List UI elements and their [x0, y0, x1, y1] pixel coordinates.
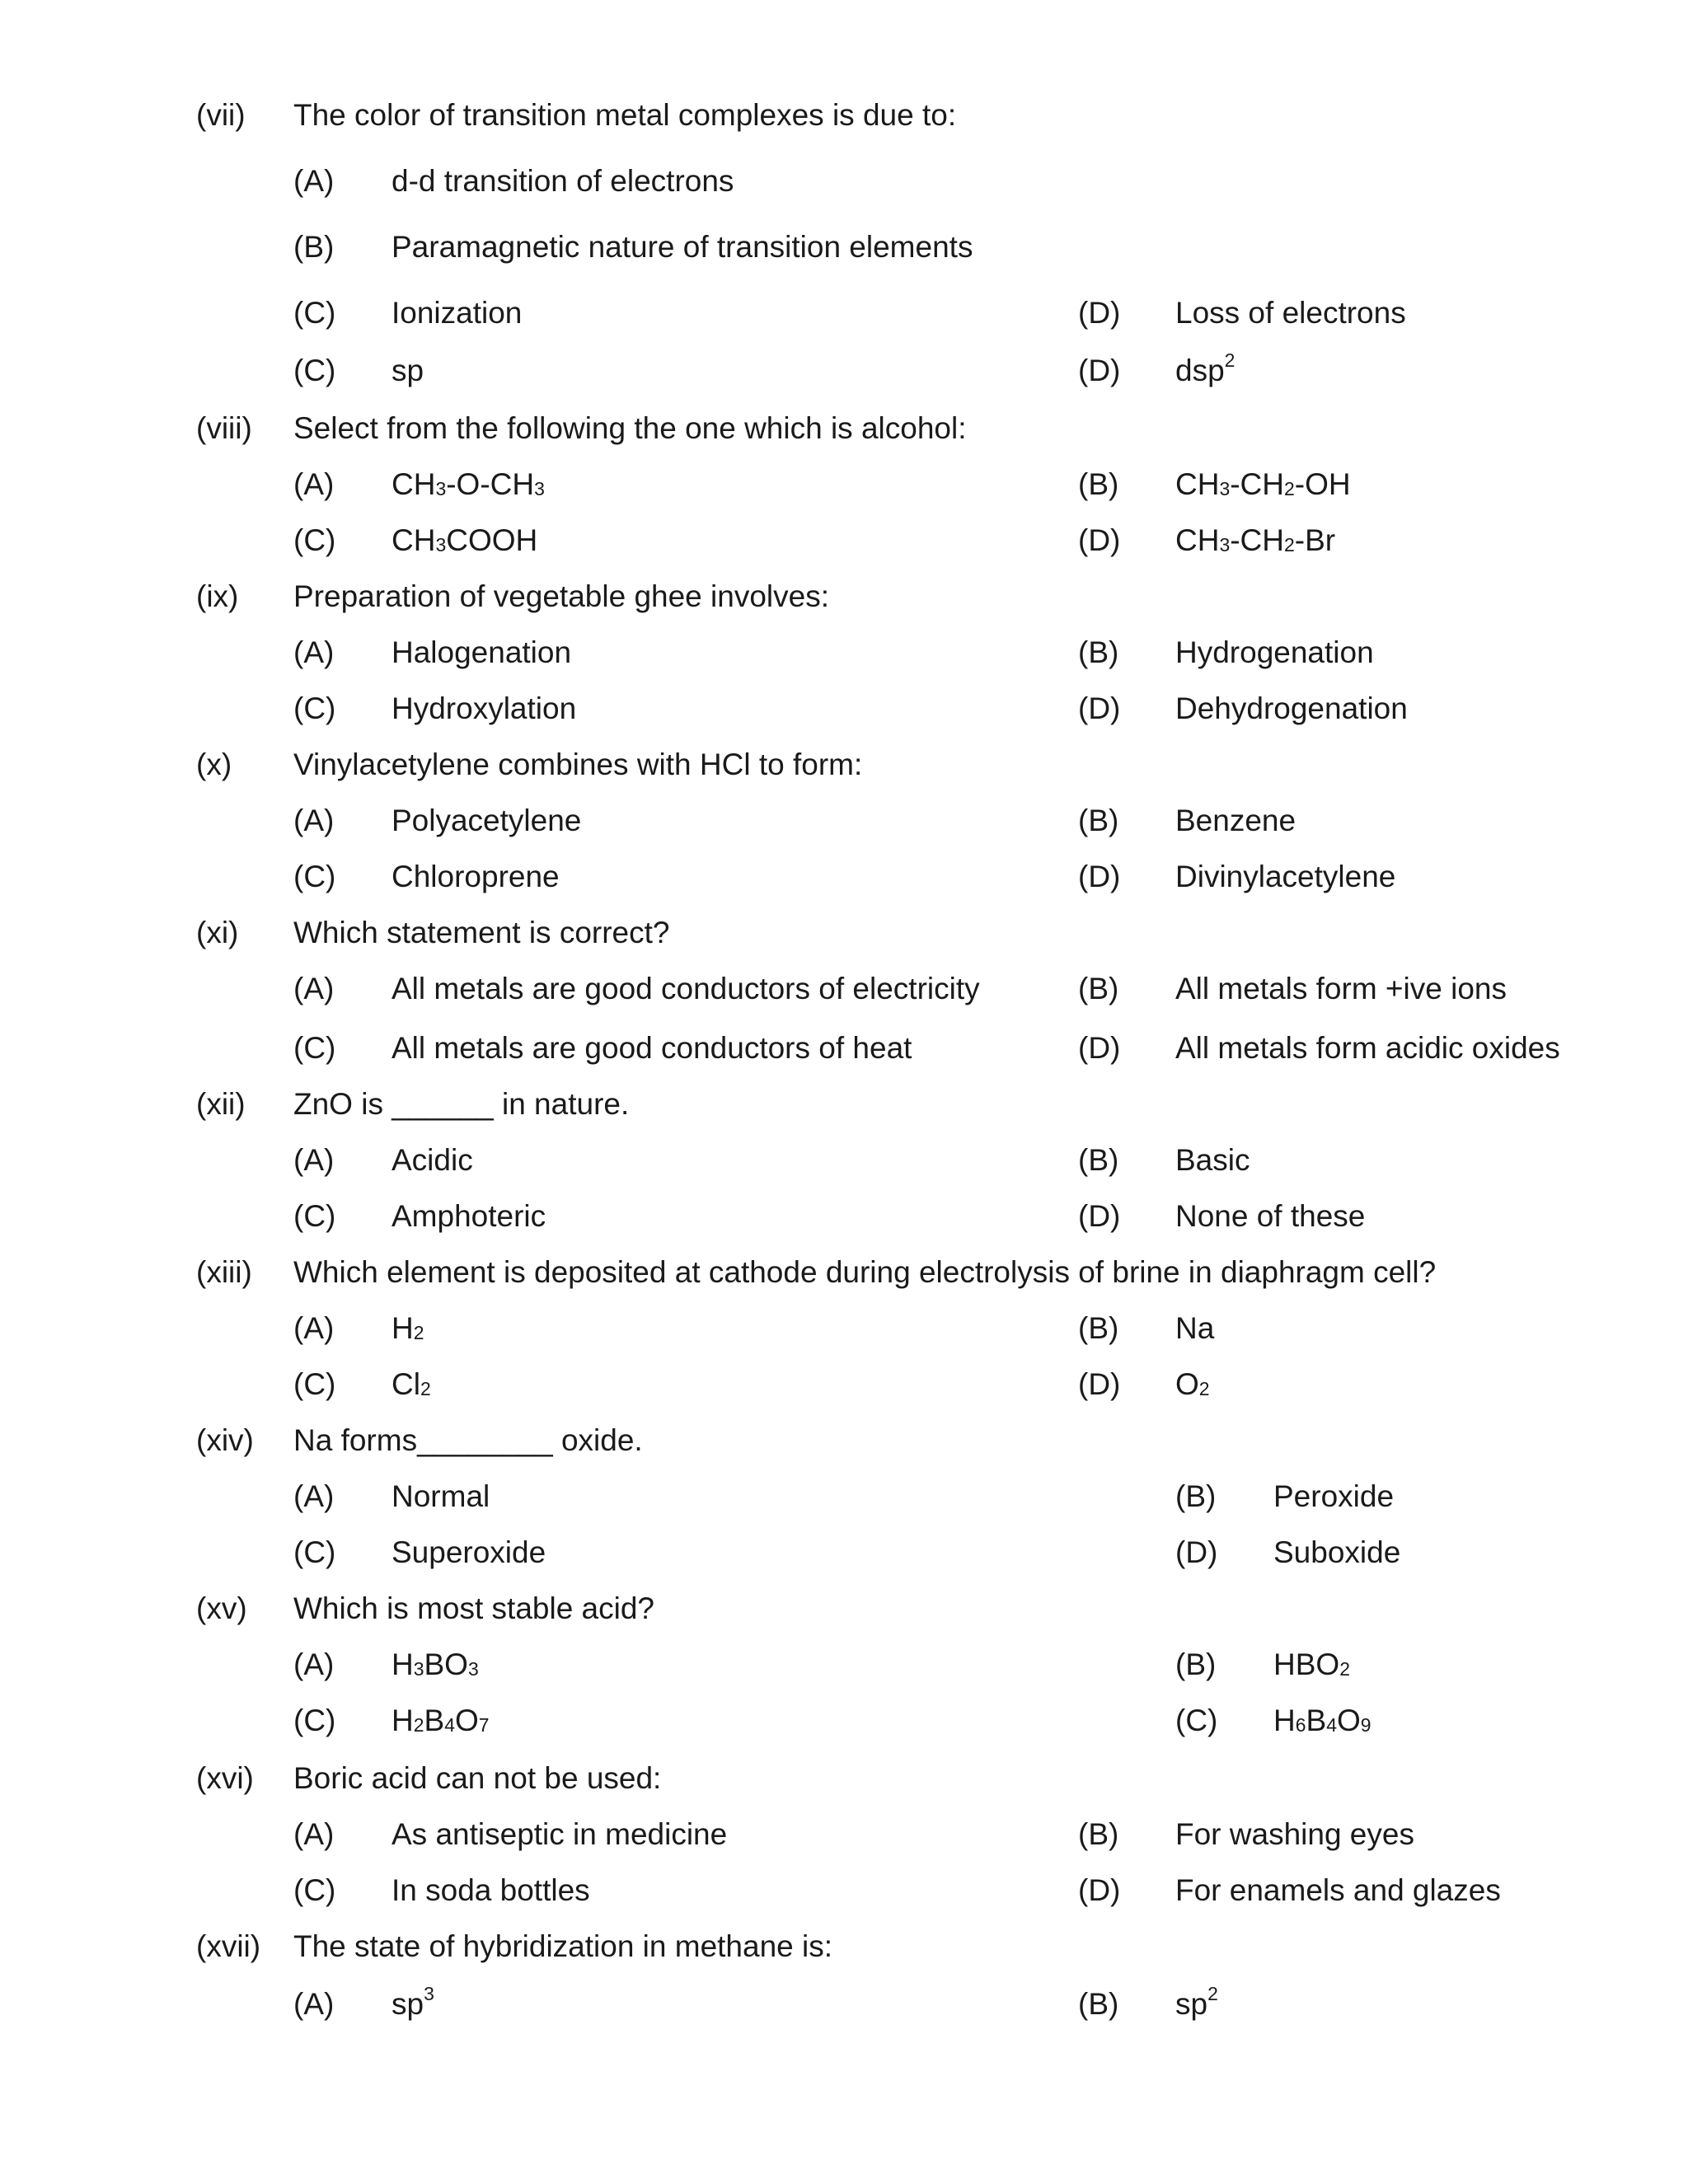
option-label: (D) — [1078, 860, 1121, 893]
question-stem: Preparation of vegetable ghee involves: — [293, 579, 829, 613]
option-text: $CH_3COOH$ — [392, 523, 538, 557]
option-label: (D) — [1078, 1873, 1121, 1907]
option-text: dsp$^2$ — [1175, 349, 1236, 387]
option-label: (C) — [293, 296, 336, 330]
option-label: (D) — [1078, 691, 1121, 725]
option-label: (C) — [293, 1873, 336, 1907]
option-label: (B) — [1078, 1817, 1119, 1851]
option-text: Paramagnetic nature of transition elements — [392, 230, 973, 264]
question-number: (xiv) — [196, 1423, 254, 1457]
option-label: (C) — [293, 1367, 336, 1401]
option-label: (D) — [1078, 523, 1121, 557]
option-text: Chloroprene — [392, 860, 560, 893]
option-label: (A) — [293, 1143, 335, 1177]
option-label: (C) — [293, 1704, 336, 1737]
option-label: (D) — [1078, 1199, 1121, 1233]
option-label: (B) — [1078, 804, 1119, 837]
option-text: All metals form +ive ions — [1175, 972, 1507, 1005]
question-number: (xiii) — [196, 1255, 252, 1289]
question-stem: ZnO is ______ in nature. — [293, 1087, 630, 1121]
question-number: (ix) — [196, 579, 239, 613]
option-label: (C) — [293, 1199, 336, 1233]
question-stem: Which element is deposited at cathode during electrolysis of brine in diaphragm cell? — [293, 1255, 1437, 1289]
option-label: (A) — [293, 1817, 335, 1851]
option-label: (A) — [293, 1987, 335, 2021]
option-text: Divinylacetylene — [1175, 860, 1396, 893]
question-number: (viii) — [196, 411, 252, 445]
option-label: (D) — [1078, 296, 1121, 330]
option-text: $Cl_2$ — [392, 1367, 431, 1401]
question-stem: Boric acid can not be used: — [293, 1761, 662, 1795]
option-label: (D) — [1078, 1367, 1121, 1401]
option-label: (C) — [293, 860, 336, 893]
option-label: (B) — [1078, 1311, 1119, 1345]
question-stem: Which is most stable acid? — [293, 1591, 655, 1625]
option-label: (D) — [1175, 1535, 1218, 1569]
option-label: (D) — [1078, 1031, 1121, 1065]
option-text: Normal — [392, 1479, 490, 1513]
option-text: $CH_3-CH_2-Br$ — [1175, 523, 1336, 557]
option-label: (B) — [1175, 1647, 1217, 1681]
option-label: (B) — [1078, 635, 1119, 669]
option-text: Superoxide — [392, 1535, 546, 1569]
option-text: $H_3BO_3$ — [392, 1647, 479, 1681]
option-text: Benzene — [1175, 804, 1296, 837]
option-text: For washing eyes — [1175, 1817, 1414, 1851]
option-text: $O_2$ — [1175, 1367, 1210, 1401]
option-text: $HBO_2$ — [1273, 1647, 1350, 1681]
option-text: Suboxide — [1273, 1535, 1401, 1569]
option-text: $CH_3-CH_2-OH$ — [1175, 467, 1351, 501]
question-number: (x) — [196, 748, 232, 781]
question-stem: Select from the following the one which is alcohol: — [293, 411, 967, 445]
option-text: For enamels and glazes — [1175, 1873, 1501, 1907]
option-text: $H_6B_4O_9$ — [1273, 1704, 1372, 1737]
option-label: (B) — [1078, 1987, 1119, 2021]
option-label: (A) — [293, 635, 335, 669]
option-label: (A) — [293, 1647, 335, 1681]
option-text: $H_2B_4O_7$ — [392, 1704, 490, 1737]
option-text: Dehydrogenation — [1175, 691, 1408, 725]
question-number: (xv) — [196, 1591, 247, 1625]
option-text: Amphoteric — [392, 1199, 546, 1233]
option-label: (A) — [293, 467, 335, 501]
option-text: Polyacetylene — [392, 804, 582, 837]
option-text: sp — [392, 354, 424, 387]
option-text: In soda bottles — [392, 1873, 590, 1907]
option-label: (C) — [293, 523, 336, 557]
option-label: (D) — [1078, 354, 1121, 387]
option-label: (A) — [293, 164, 335, 198]
question-stem: Na forms________ oxide. — [293, 1423, 643, 1457]
option-label: (B) — [1175, 1479, 1217, 1513]
option-text: Halogenation — [392, 635, 572, 669]
option-text: $H_2$ — [392, 1311, 424, 1345]
question-stem: Vinylacetylene combines with HCl to form: — [293, 748, 863, 781]
option-text: d-d transition of electrons — [392, 164, 734, 198]
question-number: (vii) — [196, 98, 246, 132]
question-number: (xvii) — [196, 1929, 261, 1963]
option-text: As antiseptic in medicine — [392, 1817, 728, 1851]
option-text: Hydrogenation — [1175, 635, 1374, 669]
question-number: (xvi) — [196, 1761, 254, 1795]
option-label: (C) — [1175, 1704, 1218, 1737]
option-label: (B) — [1078, 972, 1119, 1005]
option-text: $CH_3-O-CH_3$ — [392, 467, 545, 501]
option-text: Basic — [1175, 1143, 1250, 1177]
option-label: (C) — [293, 354, 336, 387]
option-label: (B) — [293, 230, 335, 264]
option-text: All metals are good conductors of heat — [392, 1031, 912, 1065]
option-text: Peroxide — [1273, 1479, 1395, 1513]
question-stem: Which statement is correct? — [293, 916, 670, 949]
option-text: Hydroxylation — [392, 691, 577, 725]
option-text: Loss of electrons — [1175, 296, 1406, 330]
option-text: Acidic — [392, 1143, 473, 1177]
option-label: (C) — [293, 1535, 336, 1569]
option-text: All metals are good conductors of electricity — [392, 972, 980, 1005]
option-text: All metals form acidic oxides — [1175, 1031, 1560, 1065]
option-label: (A) — [293, 1311, 335, 1345]
option-text: Na — [1175, 1311, 1215, 1345]
option-label: (A) — [293, 1479, 335, 1513]
option-label: (C) — [293, 691, 336, 725]
option-label: (B) — [1078, 1143, 1119, 1177]
option-text: $sp^3$ — [392, 1982, 434, 2021]
option-label: (C) — [293, 1031, 336, 1065]
question-stem: The state of hybridization in methane is: — [293, 1929, 833, 1963]
option-text: $sp^2$ — [1175, 1982, 1218, 2021]
question-number: (xi) — [196, 916, 239, 949]
option-label: (A) — [293, 804, 335, 837]
option-text: Ionization — [392, 296, 523, 330]
question-stem: The color of transition metal complexes is due to: — [293, 98, 957, 132]
question-number: (xii) — [196, 1087, 246, 1121]
option-label: (A) — [293, 972, 335, 1005]
option-label: (B) — [1078, 467, 1119, 501]
option-text: None of these — [1175, 1199, 1366, 1233]
